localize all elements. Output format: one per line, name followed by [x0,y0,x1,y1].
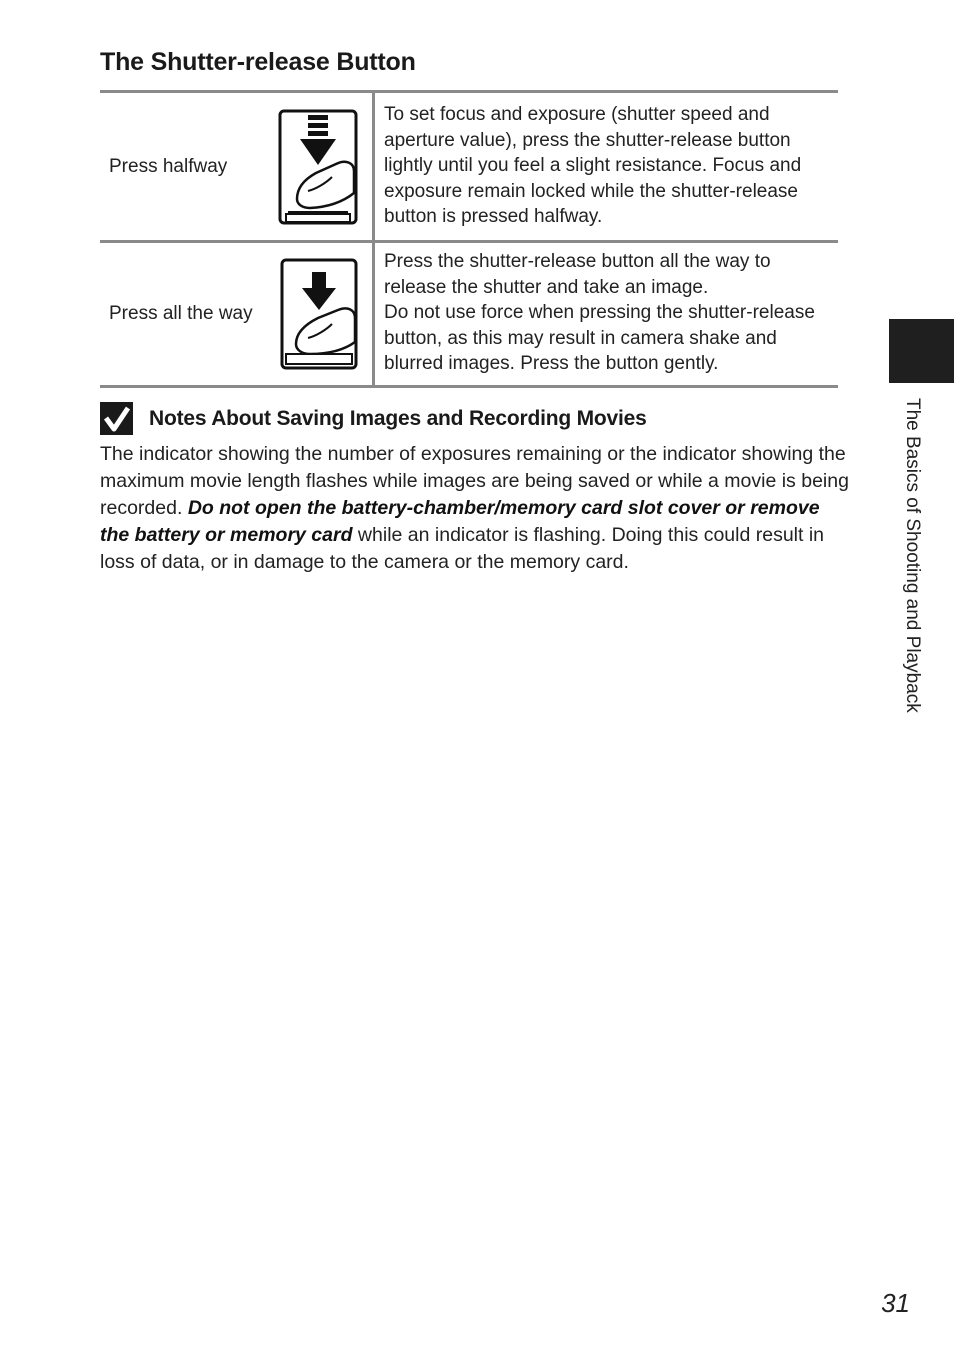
chapter-label: The Basics of Shooting and Playback [902,398,923,713]
row-label: Press all the way [109,303,253,324]
table-row [100,243,838,388]
description-line: To set focus and exposure (shutter speed and aperture value), press the shutter-release button lightly until you feel a slight resistance. Focus and exposure remain locked while the shutter-release button is pressed halfway. [384,104,802,227]
chapter-tab [889,319,954,383]
section-title: The Shutter-release Button [100,48,416,76]
row-description [375,93,838,240]
description-line: Do not use force when pressing the shutter-release button, as this may result in camera shake and blurred images. Press the button gently. [384,302,815,374]
row-label: Press halfway [109,155,228,177]
note-title: Notes About Saving Images and Recording Movies [149,406,647,430]
note-body-text: The indicator showing the number of exposures remaining or the indicator showing the maximum movie length flashes while images are being saved or while a movie is being recorded. [100,443,849,519]
note-heading [100,402,647,435]
description-line: Press the shutter-release button all the way to release the shutter and take an image. [384,251,771,298]
row-label-cell [100,93,372,240]
row-description [375,243,838,385]
table-row [100,93,838,243]
row-label-cell [100,243,372,385]
shutter-table [100,90,838,388]
press-all-the-way-icon [280,258,358,370]
note-warning-emphasis: Do not open the battery-chamber/memory card slot cover or remove the battery or memory card [100,497,820,546]
note-body [100,441,852,576]
checkmark-icon [100,402,133,435]
press-halfway-icon [278,109,358,225]
note-body-text: while an indicator is flashing. Doing this could result in loss of data, or in damage to the camera or the memory card. [100,524,825,573]
page-number: 31 [881,1288,910,1318]
